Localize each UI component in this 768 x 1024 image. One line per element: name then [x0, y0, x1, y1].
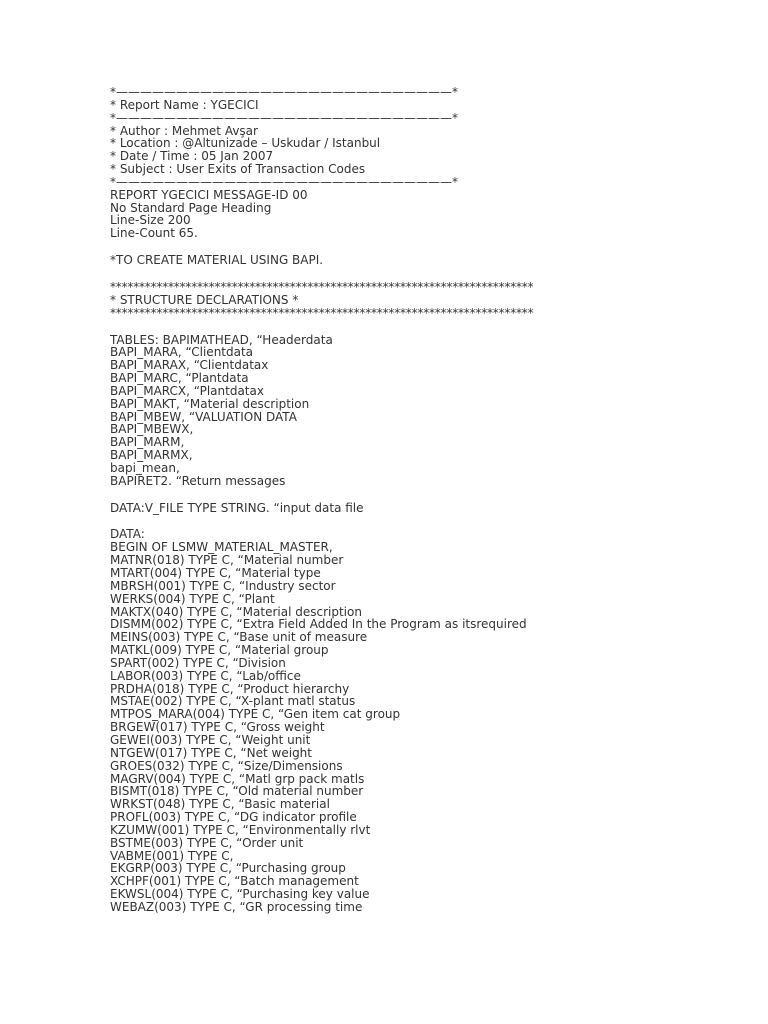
data-line: EKWSL(004) TYPE C, “Purchasing key value	[110, 887, 370, 902]
data-line: MSTAE(002) TYPE C, “X-plant matl status	[110, 694, 356, 709]
report-statement-block	[110, 189, 750, 240]
data-line: SPART(002) TYPE C, “Division	[110, 655, 286, 670]
blank-line	[110, 267, 750, 281]
tables-line: BAPIRET2. “Return messages	[110, 473, 286, 488]
stars-rule-top: *************************************************************************	[110, 279, 534, 294]
bapi-comment-line: *TO CREATE MATERIAL USING BAPI.	[110, 253, 324, 268]
data-line: MTART(004) TYPE C, “Material type	[110, 566, 321, 580]
blank-line	[110, 240, 750, 254]
data-line: NTGEW(017) TYPE C, “Net weight	[110, 745, 312, 760]
data-line: MATNR(018) TYPE C, “Material number	[110, 553, 344, 568]
tables-line: BAPI_MARAX, “Clientdatax	[110, 358, 269, 373]
report-line: No Standard Page Heading	[110, 200, 272, 215]
header-rule-top: *————————————————————————————*	[110, 85, 458, 99]
tables-line: BAPI_MBEW, “VALUATION DATA	[110, 409, 297, 424]
data-line: MEINS(003) TYPE C, “Base unit of measure	[110, 630, 368, 645]
location-line: * Location : @Altunizade – Uskudar / Istanbul	[110, 136, 381, 151]
data-line: XCHPF(001) TYPE C, “Batch management	[110, 874, 359, 889]
data-line: GEWEI(003) TYPE C, “Weight unit	[110, 732, 311, 747]
data-line: PRDHA(018) TYPE C, “Product hierarchy	[110, 681, 350, 696]
data-file-line: DATA:V_FILE TYPE STRING. “input data file	[110, 500, 364, 515]
date-time-line: * Date / Time : 05 Jan 2007	[110, 149, 274, 164]
data-line: BEGIN OF LSMW_MATERIAL_MASTER,	[110, 540, 333, 555]
header-rule-bottom: *————————————————————————————*	[110, 174, 458, 189]
report-line: Line-Size 200	[110, 213, 191, 228]
tables-line: TABLES: BAPIMATHEAD, “Headerdata	[110, 332, 333, 347]
data-line: GROES(032) TYPE C, “Size/Dimensions	[110, 758, 343, 773]
data-line: MATKL(009) TYPE C, “Material group	[110, 643, 329, 658]
data-line: BRGEW(017) TYPE C, “Gross weight	[110, 720, 325, 735]
report-name-line: * Report Name : YGECICI	[110, 97, 259, 112]
blank-line	[110, 514, 750, 528]
stars-rule-bottom: *************************************************************************	[110, 305, 534, 320]
tables-line: BAPI_MARCX, “Plantdatax	[110, 383, 264, 398]
structure-title-line: * STRUCTURE DECLARATIONS *	[110, 292, 299, 307]
tables-line: BAPI_MARC, “Plantdata	[110, 371, 249, 386]
subject-line: * Subject : User Exits of Transaction Codes	[110, 162, 366, 177]
data-line: DISMM(002) TYPE C, “Extra Field Added In the Program as itsrequired	[110, 617, 527, 632]
data-line: WEBAZ(003) TYPE C, “GR processing time	[110, 899, 363, 914]
report-line: REPORT YGECICI MESSAGE-ID 00	[110, 187, 308, 202]
data-line: DATA:	[110, 527, 145, 542]
data-line: LABOR(003) TYPE C, “Lab/office	[110, 668, 301, 683]
header-rule-mid: *————————————————————————————*	[110, 110, 458, 125]
tables-line: BAPI_MARMX,	[110, 448, 193, 463]
data-line: PROFL(003) TYPE C, “DG indicator profile	[110, 810, 357, 825]
data-line: BISMT(018) TYPE C, “Old material number	[110, 784, 364, 799]
data-line: MAGRV(004) TYPE C, “Matl grp pack matls	[110, 771, 365, 786]
data-line: WERKS(004) TYPE C, “Plant	[110, 591, 275, 606]
tables-line: BAPI_MARM,	[110, 435, 185, 450]
tables-line: BAPI_MBEWX,	[110, 422, 194, 437]
data-line: VABME(001) TYPE C,	[110, 848, 234, 863]
header-comment-block	[110, 86, 750, 189]
author-line: * Author : Mehmet Avşar	[110, 123, 258, 138]
tables-line: BAPI_MAKT, “Material description	[110, 396, 310, 411]
report-line: Line-Count 65.	[110, 226, 198, 241]
data-line: KZUMW(001) TYPE C, “Environmentally rlvt	[110, 822, 371, 837]
data-line: EKGRP(003) TYPE C, “Purchasing group	[110, 861, 346, 876]
data-line: MTPOS_MARA(004) TYPE C, “Gen item cat group	[110, 707, 401, 722]
tables-line: BAPI_MARA, “Clientdata	[110, 345, 254, 360]
data-line: BSTME(003) TYPE C, “Order unit	[110, 835, 304, 850]
abap-source-listing	[110, 86, 750, 914]
tables-line: bapi_mean,	[110, 460, 180, 475]
structure-declarations-banner	[110, 281, 750, 320]
data-line: MBRSH(001) TYPE C, “Industry sector	[110, 578, 336, 593]
data-line: MAKTX(040) TYPE C, “Material description	[110, 604, 362, 619]
data-line: WRKST(048) TYPE C, “Basic material	[110, 797, 330, 812]
blank-line	[110, 488, 750, 502]
tables-declaration-block	[110, 334, 750, 488]
blank-line	[110, 320, 750, 334]
data-declaration-block	[110, 528, 750, 913]
